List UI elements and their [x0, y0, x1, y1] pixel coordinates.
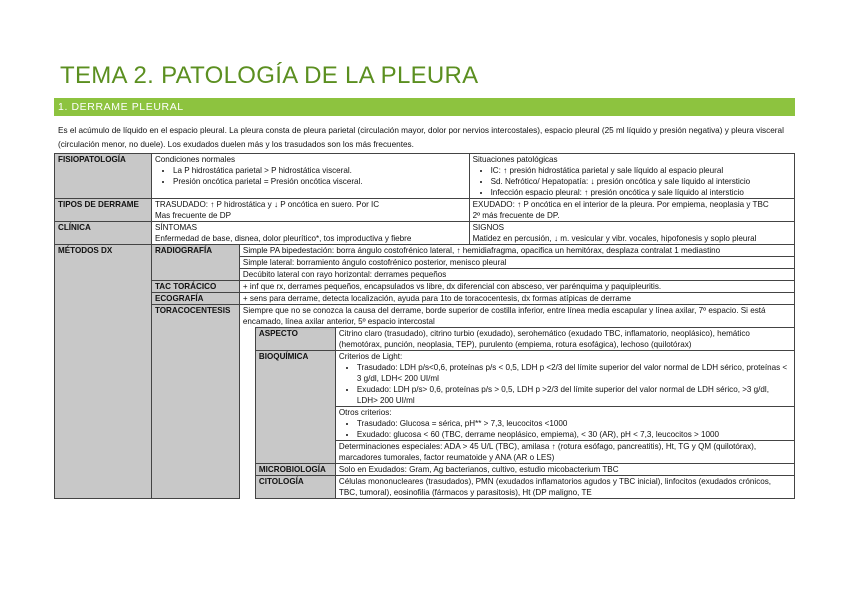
sub-label-toracocentesis: TORACOCENTESIS	[151, 305, 239, 499]
cell-text: TRASUDADO: ↑ P hidrostática y ↓ P oncótica en suero. Por IC	[154, 200, 380, 209]
sub-label-microbiologia: MICROBIOLOGÍA	[255, 464, 335, 476]
row-label: TIPOS DE DERRAME	[55, 199, 152, 222]
list-item: • Trasudado: Glucosa = sérica, pH** > 7,3, leucocitos <1000	[357, 418, 791, 429]
list-item: • Trasudado: LDH p/s<0,6, proteínas p/s < 0,5, LDH p <2/3 del límite superior del valor normal de LDH sérico, proteínas < 3 g/dl, LDH< 200 UI/ml	[357, 362, 791, 384]
cell-title: SIGNOS	[472, 223, 505, 232]
list-item: • Sd. Nefrótico/ Hepatopatía: ↓ presión oncótica y sale líquido al intersticio	[491, 176, 791, 187]
cell-exudado	[469, 199, 794, 222]
row-label: MÉTODOS DX	[55, 245, 152, 499]
row-clinica	[55, 222, 795, 245]
cell-text: + sens para derrame, detecta localización, ayuda para 1to de toracocentesis, dx formas atípicas de derrame	[239, 293, 794, 305]
list-item: • La P hidrostática parietal > P hidrostática visceral.	[173, 165, 466, 176]
cell-otros	[335, 407, 794, 441]
page-title: TEMA 2. PATOLOGÍA DE LA PLEURA	[60, 62, 479, 89]
cell-text: Simple lateral: borramiento ángulo costofrénico posterior, menisco pleural	[239, 257, 794, 269]
cell-text: + inf que rx, derrames pequeños, encapsulados vs libre, dx diferencial con absceso, ver parénquima y paquipleuritis.	[239, 281, 794, 293]
row-tipos	[55, 199, 795, 222]
cell-text: Citrino claro (trasudado), citrino turbio (exudado), serohemático (exudado TBC, inflamatorio, neoplásico), hemático (hemotórax, punción, neoplasia, TEP), purulento (empiema, rotura esofágica), lechoso (quilotórax)	[335, 328, 794, 351]
row-metodos	[55, 245, 795, 257]
cell-text: Enfermedad de base, disnea, dolor pleurítico*, tos improductiva y fiebre	[154, 234, 412, 243]
cell-text: Simple PA bipedestación: borra ángulo costofrénico lateral, ↑ hemidiafragma, opacifica un hemitórax, desplaza contralat 1 mediastino	[239, 245, 794, 257]
sub-label-tac: TAC TORÁCICO	[151, 281, 239, 293]
cell-text: Células mononucleares (trasudados), PMN (exudados inflamatorios agudos y TBC inicial), linfocitos (exudados crónicos, TBC, tumoral), eosinofilia (fármacos y parasitosis), Ht (DP maligno, TE	[335, 476, 794, 499]
sub-label-aspecto: ASPECTO	[255, 328, 335, 351]
cell-text: 2º más frecuente de DP.	[472, 211, 560, 220]
cell-title: Condiciones normales	[154, 155, 236, 164]
cell-text: EXUDADO: ↑ P oncótica en el interior de la pleura. Por empiema, neoplasia y TBC	[472, 200, 769, 209]
cell-trasudado	[151, 199, 469, 222]
cell-text: Determinaciones especiales: ADA > 45 U/L (TBC), amilasa ↑ (rotura esófago, pancreatitis), Ht, TG y QM (quilotórax), marcadores tumorales, factor reumatoide y ANA (AR o LES)	[335, 441, 794, 464]
cell-title: Situaciones patológicas	[472, 155, 558, 164]
sub-label-radiografia: RADIOGRAFÍA	[151, 245, 239, 281]
cell-text: Decúbito lateral con rayo horizontal: derrames pequeños	[239, 269, 794, 281]
cell-sintomas	[151, 222, 469, 245]
section-header: 1. DERRAME PLEURAL	[54, 98, 795, 116]
list-item: • Infección espacio pleural: ↑ presión oncótica y sale líquido al intersticio	[491, 187, 791, 198]
row-label: CLÍNICA	[55, 222, 152, 245]
cell-text: Solo en Exudados: Gram, Ag bacterianos, cultivo, estudio micobacterium TBC	[335, 464, 794, 476]
sub-label-bioquimica: BIOQUÍMICA	[255, 351, 335, 464]
row-fisiopatologia	[55, 154, 795, 199]
main-table	[54, 153, 795, 499]
cell-title: Otros criterios:	[338, 408, 392, 417]
list-item: • IC: ↑ presión hidrostática parietal y sale líquido al espacio pleural	[491, 165, 791, 176]
cell-text: Mas frecuente de DP	[154, 211, 231, 220]
list-item: • Presión oncótica parietal = Presión oncótica visceral.	[173, 176, 466, 187]
cell-text: Siempre que no se conozca la causa del derrame, borde superior de costilla inferior, entre línea media escapular y línea axilar, 7º espacio. Si está encamado, línea axilar anterior, 5º espacio intercostal	[239, 305, 794, 328]
intro-paragraph: Es el acúmulo de líquido en el espacio pleural. La pleura consta de pleura parietal (circulación mayor, dolor por nervios intercostales), espacio pleural (25 ml líquido y presión negativa) y pleura visceral (circulación menor, no duele). Los exudados duelen más y los trasudados son los más frecuentes.	[58, 126, 784, 149]
cell-title: Criterios de Light:	[338, 352, 403, 361]
sub-label-ecografia: ECOGRAFÍA	[151, 293, 239, 305]
sub-label-citologia: CITOLOGÍA	[255, 476, 335, 499]
row-label: FISIOPATOLOGÍA	[55, 154, 152, 199]
cell-title: SÍNTOMAS	[154, 223, 198, 232]
cell-text: Matidez en percusión, ↓ m. vesicular y vibr. vocales, hipofonesis y soplo pleural	[472, 234, 757, 243]
cell-signos	[469, 222, 794, 245]
list-item: • Exudado: glucosa < 60 (TBC, derrame neoplásico, empiema), < 30 (AR), pH < 7,3, leucocitos > 1000	[357, 429, 791, 440]
cell-normal	[151, 154, 469, 199]
list-item: • Exudado: LDH p/s> 0,6, proteínas p/s > 0,5, LDH p >2/3 del límite superior del valor normal de LDH sérico, >3 g/dl, LDH> 200 UI/ml	[357, 384, 791, 406]
cell-patologicas	[469, 154, 794, 199]
cell-light	[335, 351, 794, 407]
